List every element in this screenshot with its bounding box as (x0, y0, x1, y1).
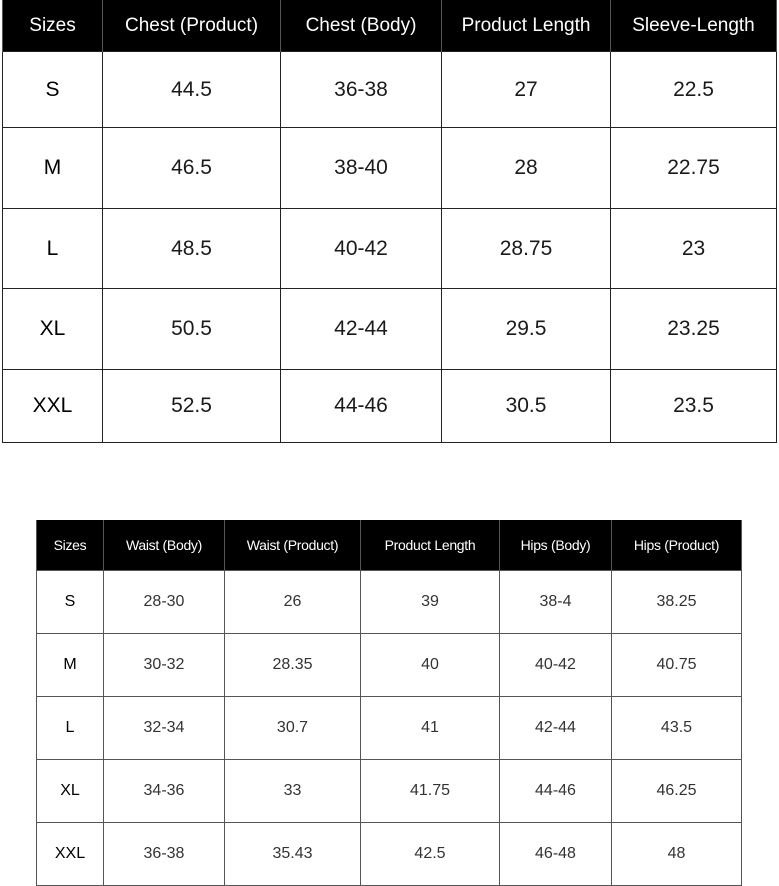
table-cell: 26 (225, 571, 361, 634)
header-hips-body: Hips (Body) (500, 520, 612, 571)
table-cell: 43.5 (612, 697, 742, 760)
header-row (37, 520, 742, 571)
table-cell: 28.35 (225, 634, 361, 697)
table-cell: 27 (442, 52, 611, 128)
size-cell: L (3, 209, 103, 289)
size-cell: M (37, 634, 104, 697)
table-cell: 40.75 (612, 634, 742, 697)
table-cell: 38-4 (500, 571, 612, 634)
header-sleeve-length: Sleeve-Length (611, 0, 777, 52)
table-cell: 33 (225, 760, 361, 823)
table-row (3, 52, 777, 128)
header-product-length: Product Length (361, 520, 500, 571)
table-row (3, 128, 777, 209)
table-cell: 46.5 (103, 128, 281, 209)
table-cell: 44.5 (103, 52, 281, 128)
table-cell: 36-38 (281, 52, 442, 128)
table-cell: 29.5 (442, 289, 611, 370)
size-cell: M (3, 128, 103, 209)
table-cell: 46-48 (500, 823, 612, 886)
table-cell: 52.5 (103, 370, 281, 443)
table-cell: 35.43 (225, 823, 361, 886)
table-row (37, 634, 742, 697)
table-cell: 28.75 (442, 209, 611, 289)
table-cell: 22.5 (611, 52, 777, 128)
header-product-length: Product Length (442, 0, 611, 52)
table-cell: 44-46 (281, 370, 442, 443)
table-cell: 39 (361, 571, 500, 634)
table-cell: 38-40 (281, 128, 442, 209)
table-cell: 42.5 (361, 823, 500, 886)
table-cell: 30.5 (442, 370, 611, 443)
table-cell: 23 (611, 209, 777, 289)
size-cell: XXL (37, 823, 104, 886)
size-cell: XXL (3, 370, 103, 443)
table-cell: 34-36 (104, 760, 225, 823)
size-cell: XL (3, 289, 103, 370)
table-cell: 40-42 (500, 634, 612, 697)
table-cell: 40 (361, 634, 500, 697)
table-cell: 42-44 (281, 289, 442, 370)
size-cell: XL (37, 760, 104, 823)
table-cell: 32-34 (104, 697, 225, 760)
table-cell: 42-44 (500, 697, 612, 760)
header-chest-product: Chest (Product) (103, 0, 281, 52)
table-cell: 36-38 (104, 823, 225, 886)
header-row (3, 0, 777, 52)
header-waist-product: Waist (Product) (225, 520, 361, 571)
table-row (3, 289, 777, 370)
table-cell: 38.25 (612, 571, 742, 634)
size-cell: S (3, 52, 103, 128)
header-waist-body: Waist (Body) (104, 520, 225, 571)
size-cell: L (37, 697, 104, 760)
table-row (3, 209, 777, 289)
table-cell: 23.5 (611, 370, 777, 443)
table-cell: 44-46 (500, 760, 612, 823)
header-chest-body: Chest (Body) (281, 0, 442, 52)
table-cell: 30-32 (104, 634, 225, 697)
table-row (37, 571, 742, 634)
table-row (37, 697, 742, 760)
table-cell: 40-42 (281, 209, 442, 289)
table-row (3, 370, 777, 443)
table-cell: 50.5 (103, 289, 281, 370)
header-hips-product: Hips (Product) (612, 520, 742, 571)
header-sizes: Sizes (37, 520, 104, 571)
table-cell: 22.75 (611, 128, 777, 209)
table-cell: 30.7 (225, 697, 361, 760)
table-row (37, 823, 742, 886)
table-cell: 48 (612, 823, 742, 886)
size-cell: S (37, 571, 104, 634)
table-cell: 48.5 (103, 209, 281, 289)
table-cell: 46.25 (612, 760, 742, 823)
header-sizes: Sizes (3, 0, 103, 52)
table-cell: 23.25 (611, 289, 777, 370)
table-row (37, 760, 742, 823)
size-chart-bottom-table (36, 520, 742, 886)
size-chart-top-table (2, 0, 777, 443)
table-cell: 41 (361, 697, 500, 760)
table-cell: 28 (442, 128, 611, 209)
table-cell: 41.75 (361, 760, 500, 823)
table-cell: 28-30 (104, 571, 225, 634)
